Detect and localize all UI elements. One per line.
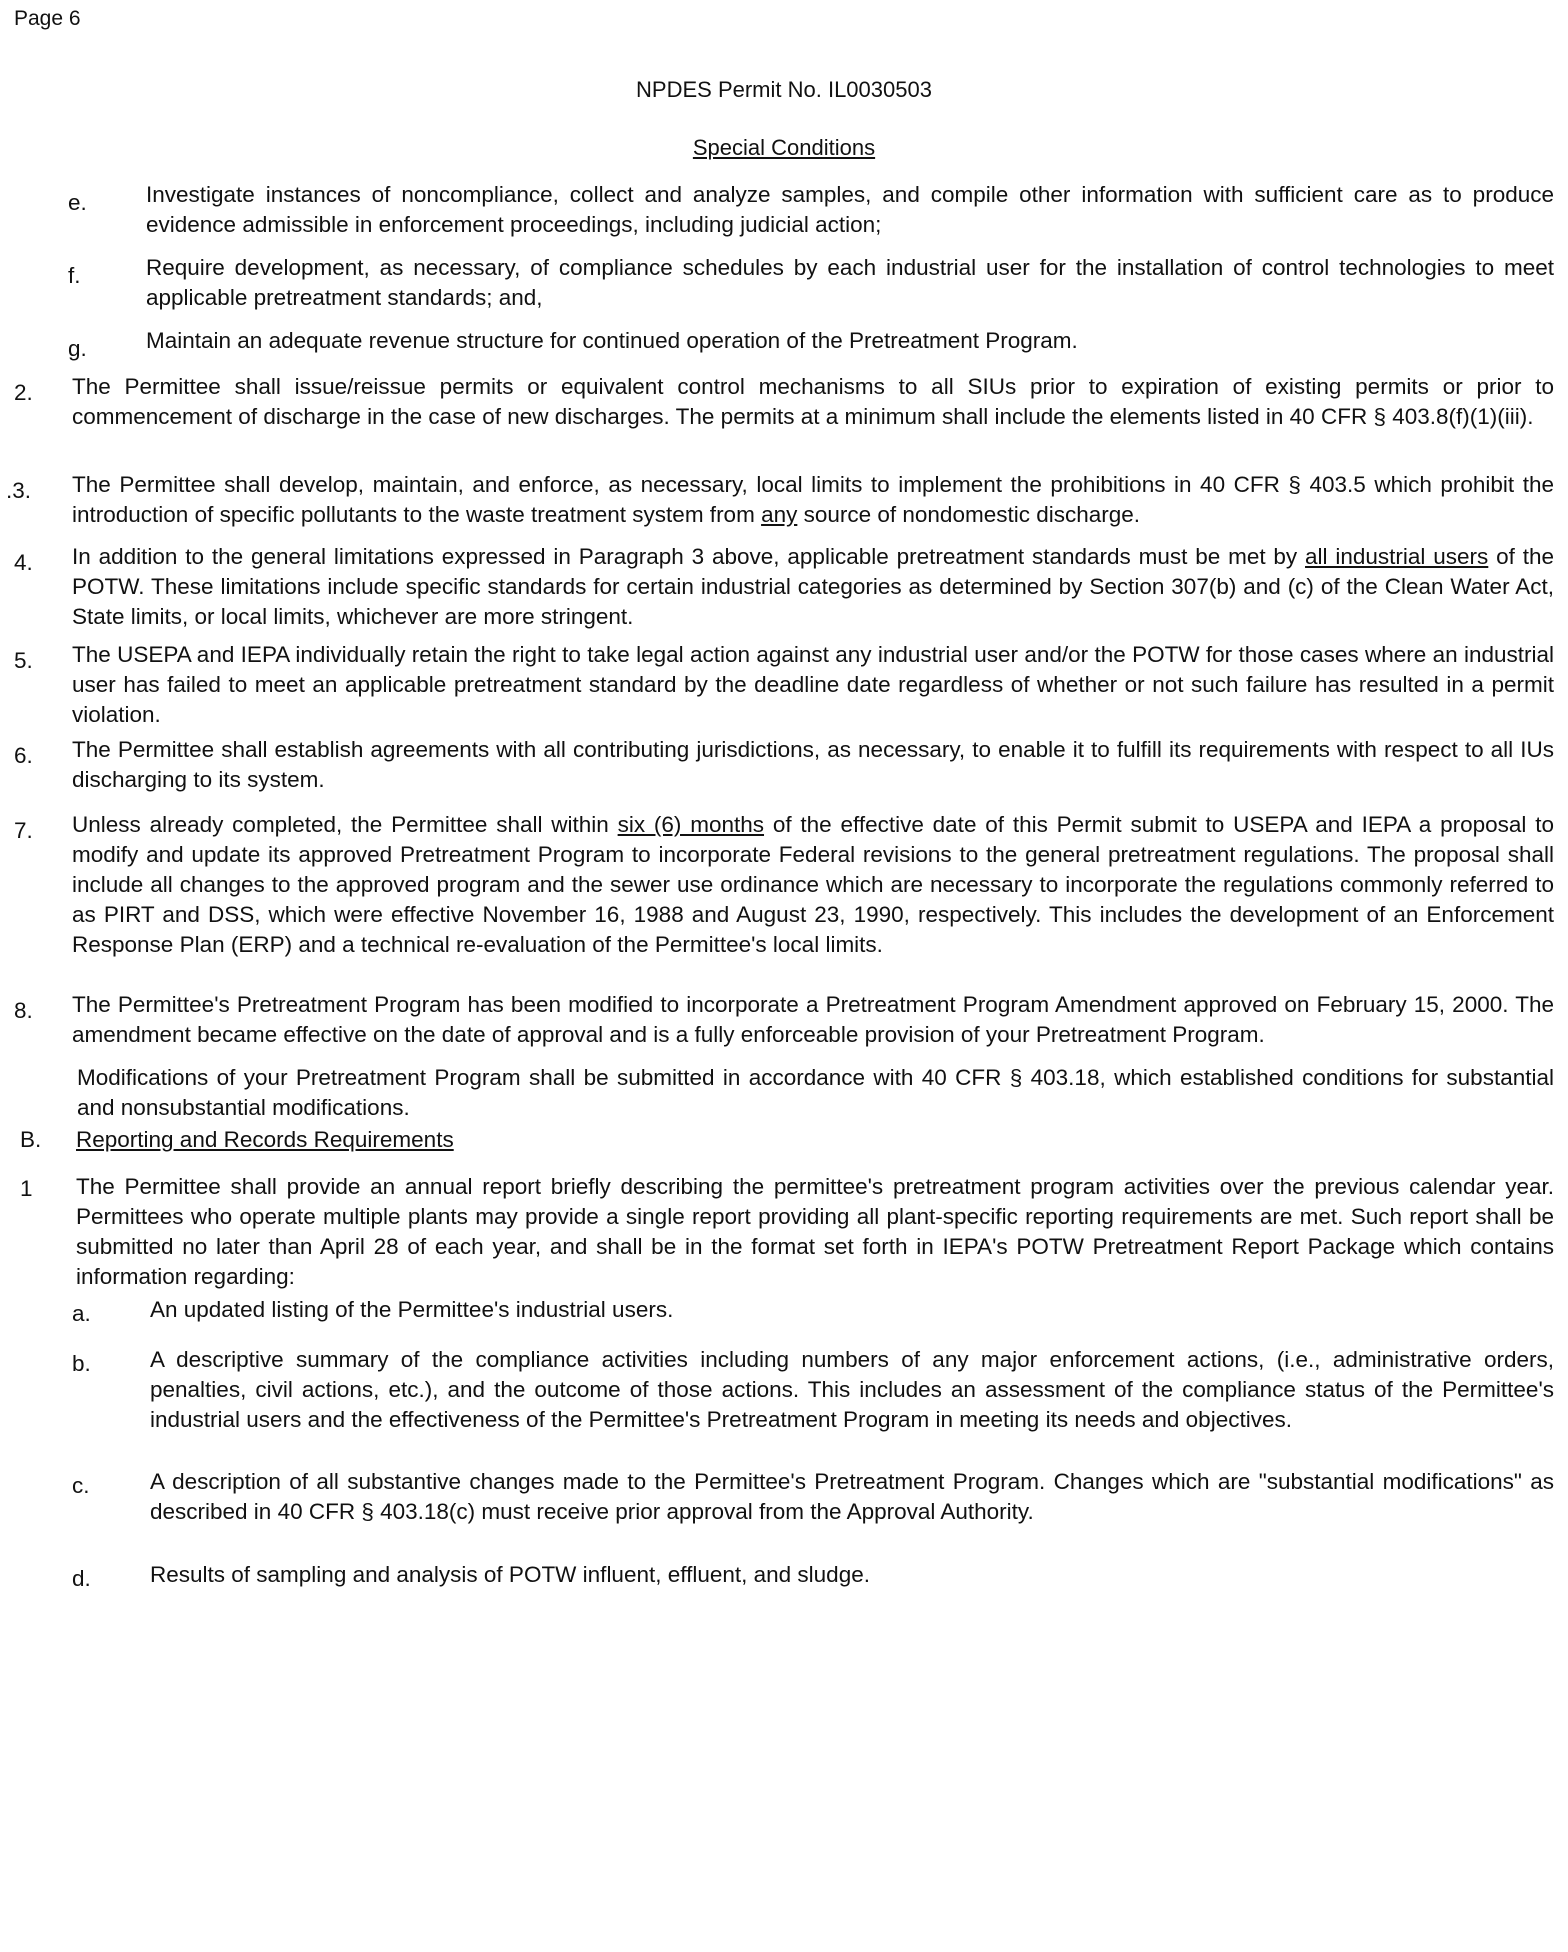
emphasis-all-industrial-users: all industrial users (1305, 544, 1489, 569)
item-marker: 4. (14, 550, 33, 575)
item-text: The USEPA and IEPA individually retain the right to take legal action against any industrial user and/or the POTW for those cases where an industrial user has failed to meet an applicable pretreatment standard by the deadline date regardless of whether or not such failure has resulted in a permit violation. (72, 642, 1554, 727)
item-marker: .3. (6, 478, 32, 503)
item-text: A descriptive summary of the compliance activities including numbers of any major enforcement actions, (i.e., administrative orders, penalties, civil actions, etc.), and the outcome of those actions. This includes an assessment of the compliance status of the Permittee's industrial users and the effectiveness of the Permittee's Pretreatment Program in meeting its needs and objectives. (150, 1347, 1554, 1432)
page-number: Page 6 (14, 7, 81, 30)
item-text: Maintain an adequate revenue structure for continued operation of the Pretreatment Program. (146, 328, 1078, 353)
item-text: The Permittee shall provide an annual report briefly describing the permittee's pretreatment program activities over the previous calendar year. Permittees who operate multiple plants may provide a single report providing all plant-specific reporting requirements are met. Such report shall be submitted no later than April 28 of each year, and shall be in the format set forth in IEPA's POTW Pretreatment Report Package which contains information regarding: (76, 1174, 1554, 1289)
emphasis-six-months: six (6) months (617, 812, 765, 837)
item-text: Require development, as necessary, of compliance schedules by each industrial user for the installation of control technologies to meet applicable pretreatment standards; and, (146, 255, 1554, 310)
item-marker: e. (68, 190, 87, 215)
item-text: In addition to the general limitations expressed in Paragraph 3 above, applicable pretreatment standards must be met by all industrial users of the POTW. These limitations include specific standards for certain industrial categories as determined by Section 307(b) and (c) of the Clean Water Act, State limits, or local limits, whichever are more stringent. (72, 544, 1555, 629)
item-marker: b. (72, 1351, 91, 1376)
paragraph-text: Modifications of your Pretreatment Program shall be submitted in accordance with 40 CFR § 403.18, which established conditions for substantial and nonsubstantial modifications. (77, 1065, 1554, 1120)
emphasis-any: any (761, 502, 798, 527)
section-marker: B. (20, 1127, 42, 1152)
item-marker: 5. (14, 648, 33, 673)
item-marker: 7. (14, 818, 33, 843)
item-text: The Permittee shall establish agreements with all contributing jurisdictions, as necessary, to enable it to fulfill its requirements with respect to all IUs discharging to its system. (72, 737, 1554, 792)
item-marker: f. (68, 263, 81, 288)
permit-title: NPDES Permit No. IL0030503 (636, 77, 932, 102)
item-text: Results of sampling and analysis of POTW influent, effluent, and sludge. (150, 1562, 870, 1587)
item-marker: c. (72, 1473, 90, 1498)
item-text: Investigate instances of noncompliance, collect and analyze samples, and compile other information with sufficient care as to produce evidence admissible in enforcement proceedings, including judicial action; (146, 182, 1554, 237)
item-text: Unless already completed, the Permittee shall within six (6) months of the effective date of this Permit submit to USEPA and IEPA a proposal to modify and update its approved Pretreatment Program to incorporate Federal revisions to the general pretreatment regulations. The proposal shall include all changes to the approved program and the sewer use ordinance which are necessary to incorporate the regulations commonly referred to as PIRT and DSS, which were effective November 16, 1988 and August 23, 1990, respectively. This includes the development of an Enforcement Response Plan (ERP) and a technical re-evaluation of the Permittee's local limits. (72, 812, 1554, 957)
item-marker: g. (68, 336, 87, 361)
section-title: Special Conditions (692, 135, 876, 160)
item-text: A description of all substantive changes made to the Permittee's Pretreatment Program. Changes which are "substantial modifications" as described in 40 CFR § 403.18(c) must receive prior approval from the Approval Authority. (150, 1469, 1554, 1524)
item-marker: 1 (20, 1176, 33, 1201)
item-marker: 2. (14, 380, 33, 405)
section-heading-text: Reporting and Records Requirements (76, 1127, 454, 1152)
item-marker: d. (72, 1566, 91, 1591)
item-text: The Permittee's Pretreatment Program has been modified to incorporate a Pretreatment Program Amendment approved on February 15, 2000. The amendment became effective on the date of approval and is a fully enforceable provision of your Pretreatment Program. (72, 992, 1554, 1047)
item-text: The Permittee shall develop, maintain, and enforce, as necessary, local limits to implement the prohibitions in 40 CFR § 403.5 which prohibit the introduction of specific pollutants to the waste treatment system from any source of nondomestic discharge. (72, 472, 1554, 527)
item-text: The Permittee shall issue/reissue permits or equivalent control mechanisms to all SIUs prior to expiration of existing permits or prior to commencement of discharge in the case of new discharges. The permits at a minimum shall include the elements listed in 40 CFR § 403.8(f)(1)(iii). (72, 374, 1554, 429)
item-text: An updated listing of the Permittee's industrial users. (150, 1297, 674, 1322)
item-marker: a. (72, 1301, 91, 1326)
item-marker: 8. (14, 998, 33, 1023)
item-marker: 6. (14, 743, 33, 768)
